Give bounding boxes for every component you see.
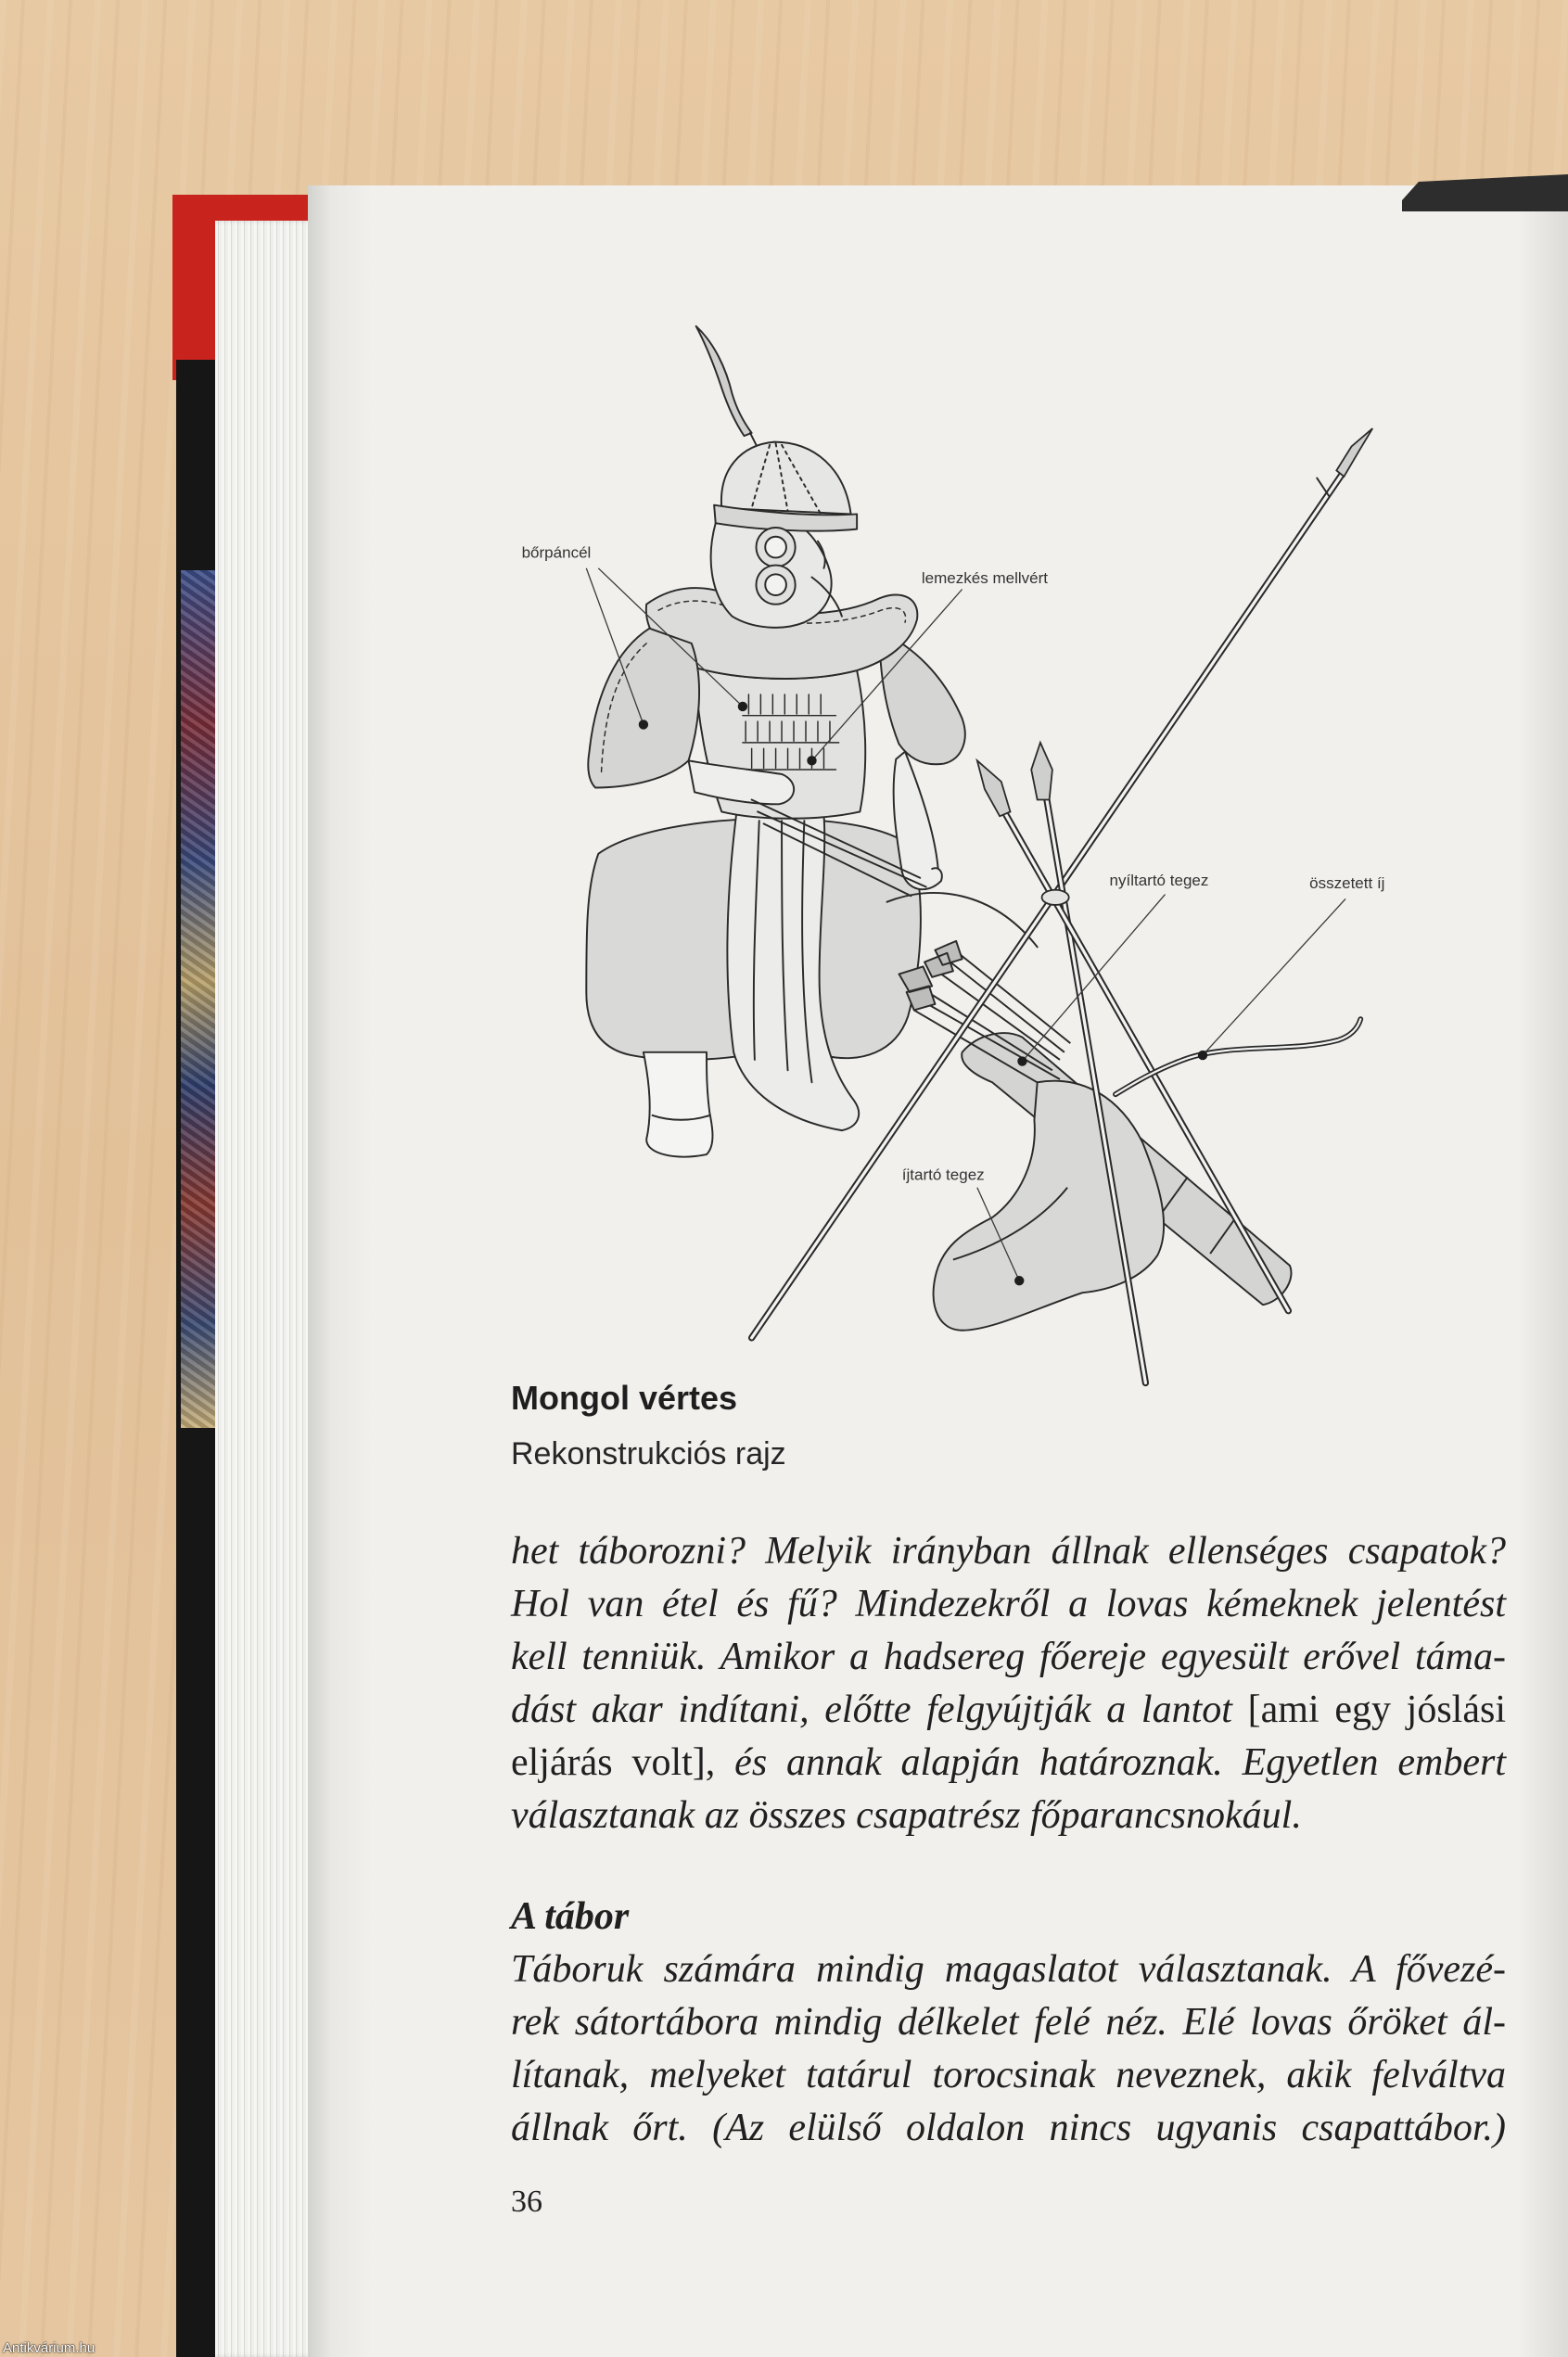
ear-guard-ring-lower-inner [765, 574, 786, 595]
text-segment: Táboruk számára mindig magaslatot választanak. A fővezé- [511, 1948, 1506, 1991]
section-heading: A tábor [511, 1895, 630, 1938]
dot-composite-bow [1198, 1051, 1207, 1060]
leader-composite-bow [1203, 898, 1345, 1055]
composite-bow [1115, 1019, 1360, 1094]
dot-leather-armor-arm [639, 720, 648, 729]
text-segment-upright: [ami egy jóslási [1247, 1688, 1507, 1731]
text-segment-upright: eljárás volt], [511, 1741, 716, 1784]
boot [644, 1052, 713, 1157]
label-lamellar-breastplate: lemezkés mellvért [921, 569, 1049, 588]
bow-limb [1115, 1019, 1360, 1094]
text-segment: dást akar indítani, előtte felgyújtják a lantot [511, 1688, 1232, 1731]
dot-leather-armor-body [738, 702, 747, 711]
dot-lamellar [807, 756, 816, 765]
label-arrow-quiver: nyíltartó tegez [1109, 871, 1209, 889]
left-shoulder-armor [588, 629, 699, 788]
body-text-line [511, 1631, 1506, 1684]
warrior-figure [586, 326, 1037, 1157]
watermark: Antikvárium.hu [3, 2340, 96, 2356]
body-text-line [511, 2049, 1506, 2102]
body-paragraph-1 [511, 1525, 1506, 1842]
body-text-line [511, 1737, 1506, 1790]
leader-arrow-quiver [1022, 895, 1165, 1062]
label-leather-armor: bőrpáncél [521, 543, 592, 562]
spear-long-barb [1317, 478, 1329, 496]
body-text-line [511, 2102, 1506, 2155]
spear-tie [1042, 890, 1069, 905]
body-text-line [511, 1996, 1506, 2049]
body-text-line [511, 1943, 1506, 1996]
body-text-line [511, 1578, 1506, 1631]
body-text-line [511, 1525, 1506, 1578]
label-bow-case: íjtartó tegez [901, 1166, 985, 1184]
page-number: 36 [511, 2185, 542, 2219]
text-segment: kell tenniük. Amikor a hadsereg főereje egyesült erővel táma- [511, 1636, 1506, 1678]
spear-slanted-head [977, 760, 1011, 816]
spear-upright-head [1031, 743, 1052, 800]
bow-limb-core [1115, 1019, 1360, 1094]
body-text-line [511, 1684, 1506, 1737]
body-paragraph-2 [511, 1943, 1506, 2155]
text-segment: és annak alapján határoznak. Egyetlen embert [734, 1741, 1506, 1784]
label-composite-bow: összetett íj [1309, 874, 1385, 893]
figure-caption-title: Mongol vértes [511, 1379, 738, 1417]
text-segment: rek sátortábora mindig délkelet felé néz. Elé lovas őröket ál- [511, 2001, 1506, 2044]
text-segment: választanak az összes csapatrész főparancsnokául. [511, 1794, 1302, 1837]
text-segment: lítanak, melyeket tatárul torocsinak neveznek, akik felváltva [511, 2054, 1506, 2096]
text-segment: het táborozni? Melyik irányban állnak ellenséges csapatok? [511, 1530, 1506, 1573]
text-segment: állnak őrt. (Az elülső oldalon nincs ugyanis csapattábor.) [511, 2107, 1506, 2149]
ear-guard-ring-upper-inner [765, 537, 786, 558]
spear-long-head [1336, 428, 1372, 477]
right-forearm [894, 752, 938, 878]
figure-caption-subtitle: Rekonstrukciós rajz [511, 1436, 786, 1472]
text-segment: Hol van étel és fű? Mindezekről a lovas kémeknek jelentést [511, 1583, 1506, 1625]
dot-bow-case [1014, 1276, 1024, 1285]
dot-arrow-quiver [1017, 1056, 1026, 1065]
helmet-plume [696, 326, 752, 436]
body-text-line [511, 1790, 1506, 1842]
